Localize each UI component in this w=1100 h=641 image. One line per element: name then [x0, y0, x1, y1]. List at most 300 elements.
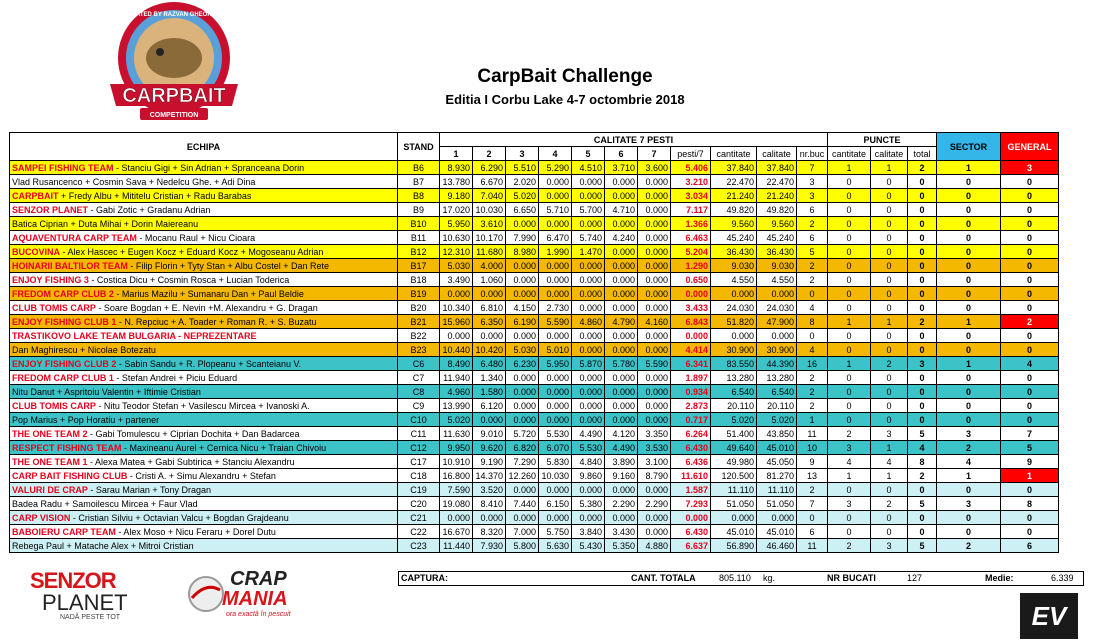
cantitate-cell: 49.820 [711, 203, 757, 217]
sector-cell: 0 [937, 385, 1001, 399]
cantitate-cell: 49.640 [711, 441, 757, 455]
points-total-cell: 0 [908, 273, 937, 287]
points-total-cell: 0 [908, 511, 937, 525]
team-members: - Stefan Andrei + Piciu Eduard [113, 372, 238, 383]
team-cell [10, 385, 398, 399]
calitate-cell: 11.110 [757, 483, 797, 497]
team-cell [10, 259, 398, 273]
fish-weight-cell: 5.290 [539, 161, 572, 175]
sector-cell: 1 [937, 357, 1001, 371]
fish-weight-cell: 7.440 [506, 497, 539, 511]
fish-weight-cell: 0.000 [638, 287, 671, 301]
nrbuc-cell: 11 [797, 427, 828, 441]
points-cantitate-cell: 2 [828, 539, 871, 553]
calitate-cell: 47.900 [757, 315, 797, 329]
cantitate-cell: 9.030 [711, 259, 757, 273]
stand-cell: C7 [398, 371, 440, 385]
points-cantitate-cell: 0 [828, 511, 871, 525]
calitate-cell: 9.030 [757, 259, 797, 273]
calitate-cell: 49.820 [757, 203, 797, 217]
pesti7-cell: 0.000 [671, 511, 711, 525]
points-total-cell: 3 [908, 357, 937, 371]
fish-weight-cell: 5.030 [506, 343, 539, 357]
fish-weight-cell: 3.100 [638, 455, 671, 469]
fish-weight-cell: 10.630 [440, 231, 473, 245]
cantitate-cell: 22.470 [711, 175, 757, 189]
team-name: SENZOR PLANET [12, 204, 89, 215]
points-calitate-cell: 0 [871, 217, 908, 231]
stand-cell: B23 [398, 343, 440, 357]
fish-weight-cell: 7.930 [473, 539, 506, 553]
general-cell: 0 [1001, 175, 1059, 189]
fish-weight-cell: 4.710 [605, 203, 638, 217]
fish-weight-cell: 15.960 [440, 315, 473, 329]
team-members: - Sabin Sandu + R. Plopeanu + Scanteianu V. [116, 358, 302, 369]
fish-weight-cell: 0.000 [572, 483, 605, 497]
table-row [10, 189, 1059, 203]
fish-weight-cell: 3.530 [638, 441, 671, 455]
stand-cell: B6 [398, 161, 440, 175]
fish-weight-cell: 0.000 [539, 413, 572, 427]
general-cell: 0 [1001, 483, 1059, 497]
general-cell: 0 [1001, 413, 1059, 427]
nrbuc-cell: 6 [797, 231, 828, 245]
points-total-cell: 5 [908, 539, 937, 553]
fish-weight-cell: 7.590 [440, 483, 473, 497]
points-cantitate-cell: 0 [828, 371, 871, 385]
points-cantitate-cell: 3 [828, 497, 871, 511]
fish-weight-cell: 0.000 [572, 259, 605, 273]
pesti7-cell: 11.610 [671, 469, 711, 483]
sector-cell: 0 [937, 231, 1001, 245]
cantitate-cell: 56.890 [711, 539, 757, 553]
sector-cell: 0 [937, 273, 1001, 287]
fish-weight-cell: 9.180 [440, 189, 473, 203]
team-cell [10, 189, 398, 203]
fish-weight-cell: 10.170 [473, 231, 506, 245]
points-total-cell: 0 [908, 385, 937, 399]
team-members: - Mocanu Raul + Nicu Cioara [136, 232, 256, 243]
fish-weight-cell: 0.000 [638, 413, 671, 427]
senzor-planet-logo [30, 570, 160, 630]
cantitate-cell: 0.000 [711, 287, 757, 301]
fish-weight-cell: 10.030 [473, 203, 506, 217]
fish-weight-cell: 0.000 [506, 329, 539, 343]
fish-weight-cell: 5.380 [572, 497, 605, 511]
fish-weight-cell: 3.490 [440, 273, 473, 287]
fish-weight-cell: 13.780 [440, 175, 473, 189]
fish-weight-cell: 0.000 [539, 511, 572, 525]
table-row [10, 399, 1059, 413]
team-members: - N. Repciuc + A. Toader + Roman R. + S. Buzatu [116, 316, 317, 327]
fish-weight-cell: 8.790 [638, 469, 671, 483]
pesti7-cell: 1.897 [671, 371, 711, 385]
calitate-cell: 6.540 [757, 385, 797, 399]
points-total-cell: 0 [908, 371, 937, 385]
sector-cell: 1 [937, 469, 1001, 483]
points-cantitate-cell: 1 [828, 161, 871, 175]
points-calitate-cell: 2 [871, 357, 908, 371]
team-members: Dan Maghirescu + Nicolae Botezatu [12, 344, 156, 355]
points-total-cell: 0 [908, 231, 937, 245]
team-cell [10, 343, 398, 357]
fish-weight-cell: 0.000 [638, 259, 671, 273]
team-members: - Gabi Zotic + Gradanu Adrian [88, 204, 211, 215]
pesti7-cell: 1.366 [671, 217, 711, 231]
fish-weight-cell: 0.000 [572, 287, 605, 301]
team-name: ENJOY FISHING 3 [12, 274, 89, 285]
pesti7-cell: 5.406 [671, 161, 711, 175]
sector-cell: 0 [937, 287, 1001, 301]
footer-captura: CAPTURA: [401, 573, 448, 583]
general-cell: 0 [1001, 203, 1059, 217]
fish-weight-cell: 3.890 [605, 455, 638, 469]
header-echipa: ECHIPA [10, 133, 398, 161]
calitate-cell: 21.240 [757, 189, 797, 203]
team-name: TRASTIKOVO LAKE TEAM BULGARIA - NEPREZENTARE [12, 330, 257, 341]
fish-weight-cell: 8.930 [440, 161, 473, 175]
calitate-cell: 0.000 [757, 287, 797, 301]
table-row [10, 525, 1059, 539]
header-pesti7: pesti/7 [671, 147, 711, 161]
calitate-cell: 9.560 [757, 217, 797, 231]
points-total-cell: 0 [908, 483, 937, 497]
calitate-cell: 37.840 [757, 161, 797, 175]
fish-weight-cell: 0.000 [473, 329, 506, 343]
points-calitate-cell: 0 [871, 399, 908, 413]
team-members: - Filip Florin + Tyty Stan + Albu Costel + Dan Rete [127, 260, 330, 271]
table-row [10, 483, 1059, 497]
cantitate-cell: 51.050 [711, 497, 757, 511]
cantitate-cell: 21.240 [711, 189, 757, 203]
team-cell [10, 217, 398, 231]
fish-weight-cell: 4.490 [572, 427, 605, 441]
sector-cell: 2 [937, 539, 1001, 553]
table-row [10, 245, 1059, 259]
fish-weight-cell: 0.000 [539, 273, 572, 287]
team-name: ENJOY FISHING CLUB 2 [12, 358, 117, 369]
nrbuc-cell: 10 [797, 441, 828, 455]
team-cell [10, 413, 398, 427]
stand-cell: C11 [398, 427, 440, 441]
table-row [10, 217, 1059, 231]
points-total-cell: 2 [908, 469, 937, 483]
fish-weight-cell: 6.350 [473, 315, 506, 329]
general-cell: 7 [1001, 427, 1059, 441]
fish-weight-cell: 0.000 [572, 273, 605, 287]
cantitate-cell: 20.110 [711, 399, 757, 413]
team-cell [10, 357, 398, 371]
cantitate-cell: 24.030 [711, 301, 757, 315]
points-cantitate-cell: 0 [828, 245, 871, 259]
points-calitate-cell: 0 [871, 287, 908, 301]
header-fish-4: 4 [539, 147, 572, 161]
results-body [10, 161, 1059, 553]
stand-cell: C21 [398, 511, 440, 525]
table-row [10, 315, 1059, 329]
header-sector: SECTOR [937, 133, 1001, 161]
pesti7-cell: 4.414 [671, 343, 711, 357]
points-total-cell: 2 [908, 315, 937, 329]
general-cell: 4 [1001, 357, 1059, 371]
team-members: Vlad Rusancenco + Cosmin Sava + Nedelcu Ghe. + Adi Dina [12, 176, 256, 187]
table-row [10, 231, 1059, 245]
fish-weight-cell: 11.630 [440, 427, 473, 441]
cantitate-cell: 45.010 [711, 525, 757, 539]
fish-weight-cell: 0.000 [605, 189, 638, 203]
points-total-cell: 0 [908, 259, 937, 273]
points-calitate-cell: 0 [871, 483, 908, 497]
fish-weight-cell: 5.430 [572, 539, 605, 553]
fish-weight-cell: 0.000 [572, 343, 605, 357]
fish-weight-cell: 5.870 [572, 357, 605, 371]
fish-weight-cell: 5.750 [539, 525, 572, 539]
table-row [10, 441, 1059, 455]
cantitate-cell: 0.000 [711, 511, 757, 525]
points-calitate-cell: 0 [871, 259, 908, 273]
points-calitate-cell: 0 [871, 413, 908, 427]
table-row [10, 259, 1059, 273]
fish-weight-cell: 0.000 [572, 511, 605, 525]
points-calitate-cell: 0 [871, 301, 908, 315]
fish-weight-cell: 4.150 [506, 301, 539, 315]
pesti7-cell: 7.117 [671, 203, 711, 217]
nrbuc-cell: 4 [797, 301, 828, 315]
points-cantitate-cell: 0 [828, 525, 871, 539]
fish-weight-cell: 6.190 [506, 315, 539, 329]
team-members: - Sarau Marian + Tony Dragan [87, 484, 211, 495]
ev-logo-text: EV [1031, 601, 1067, 631]
general-cell: 6 [1001, 539, 1059, 553]
fish-weight-cell: 1.470 [572, 245, 605, 259]
fish-weight-cell: 0.000 [638, 245, 671, 259]
team-cell [10, 245, 398, 259]
fish-weight-cell: 5.510 [506, 161, 539, 175]
team-cell [10, 203, 398, 217]
table-row [10, 455, 1059, 469]
nrbuc-cell: 9 [797, 455, 828, 469]
pesti7-cell: 2.873 [671, 399, 711, 413]
fish-weight-cell: 5.740 [572, 231, 605, 245]
fish-weight-cell: 4.790 [605, 315, 638, 329]
fish-weight-cell: 5.590 [638, 357, 671, 371]
nrbuc-cell: 0 [797, 287, 828, 301]
fish-weight-cell: 0.000 [572, 399, 605, 413]
stand-cell: C12 [398, 441, 440, 455]
points-cantitate-cell: 2 [828, 427, 871, 441]
fish-weight-cell: 11.680 [473, 245, 506, 259]
points-calitate-cell: 0 [871, 525, 908, 539]
points-total-cell: 0 [908, 217, 937, 231]
table-row [10, 371, 1059, 385]
fish-weight-cell: 5.800 [506, 539, 539, 553]
fish-weight-cell: 0.000 [539, 287, 572, 301]
fish-weight-cell: 2.290 [638, 497, 671, 511]
pesti7-cell: 3.433 [671, 301, 711, 315]
pesti7-cell: 1.290 [671, 259, 711, 273]
points-calitate-cell: 1 [871, 469, 908, 483]
sector-cell: 0 [937, 525, 1001, 539]
fish-weight-cell: 0.000 [605, 301, 638, 315]
sector-cell: 3 [937, 497, 1001, 511]
senzor-word: SENZOR [30, 568, 116, 593]
team-members: - Maxineanu Aurel + Cernica Nicu + Traian Chivoiu [121, 442, 327, 453]
fish-weight-cell: 6.820 [506, 441, 539, 455]
fish-weight-cell: 6.810 [473, 301, 506, 315]
fish-weight-cell: 13.990 [440, 399, 473, 413]
results-table [9, 132, 1059, 553]
team-members: - Marius Mazilu + Sumanaru Dan + Paul Beldie [113, 288, 304, 299]
header-fish-2: 2 [473, 147, 506, 161]
fish-weight-cell: 6.470 [539, 231, 572, 245]
fish-weight-cell: 0.000 [572, 385, 605, 399]
crap-word: CRAP [230, 568, 287, 590]
pesti7-cell: 7.293 [671, 497, 711, 511]
fish-weight-cell: 9.950 [440, 441, 473, 455]
sector-cell: 0 [937, 175, 1001, 189]
fish-weight-cell: 0.000 [539, 189, 572, 203]
fish-weight-cell: 5.530 [572, 441, 605, 455]
team-members: - Alexa Matea + Gabi Subtirica + Stanciu Alexandru [87, 456, 295, 467]
team-cell [10, 455, 398, 469]
table-row [10, 203, 1059, 217]
fish-weight-cell: 8.980 [506, 245, 539, 259]
footer-medie-label: Medie: [985, 573, 1014, 583]
header-puncte: PUNCTE [828, 133, 937, 147]
team-cell [10, 287, 398, 301]
logo-competition-text: COMPETITION [149, 112, 199, 119]
fish-weight-cell: 0.000 [605, 217, 638, 231]
fish-weight-cell: 0.000 [638, 203, 671, 217]
header-fish-6: 6 [605, 147, 638, 161]
calitate-cell: 20.110 [757, 399, 797, 413]
fish-weight-cell: 16.800 [440, 469, 473, 483]
team-name: BUCOVINA [12, 246, 61, 257]
fish-weight-cell: 3.710 [605, 161, 638, 175]
table-row [10, 175, 1059, 189]
calitate-cell: 4.550 [757, 273, 797, 287]
points-cantitate-cell: 0 [828, 343, 871, 357]
cantitate-cell: 5.020 [711, 413, 757, 427]
fish-weight-cell: 4.960 [440, 385, 473, 399]
fish-weight-cell: 5.720 [506, 427, 539, 441]
points-cantitate-cell: 0 [828, 413, 871, 427]
nrbuc-cell: 7 [797, 161, 828, 175]
fish-weight-cell: 0.000 [605, 413, 638, 427]
fish-weight-cell: 3.520 [473, 483, 506, 497]
fish-weight-cell: 11.940 [440, 371, 473, 385]
fish-weight-cell: 0.000 [539, 399, 572, 413]
fish-weight-cell: 0.000 [539, 175, 572, 189]
cantitate-cell: 120.500 [711, 469, 757, 483]
team-cell [10, 511, 398, 525]
stand-cell: B9 [398, 203, 440, 217]
fish-weight-cell: 0.000 [506, 413, 539, 427]
fish-weight-cell: 0.000 [440, 511, 473, 525]
team-members: Pop Marius + Pop Horatiu + partener [12, 414, 160, 425]
points-total-cell: 0 [908, 175, 937, 189]
sector-cell: 0 [937, 483, 1001, 497]
header-fish-3: 3 [506, 147, 539, 161]
points-calitate-cell: 0 [871, 189, 908, 203]
ev-logo [1020, 593, 1078, 639]
header-p-calitate: calitate [871, 147, 908, 161]
general-cell: 9 [1001, 455, 1059, 469]
fish-weight-cell: 9.190 [473, 455, 506, 469]
cantitate-cell: 51.820 [711, 315, 757, 329]
fish-weight-cell: 0.000 [572, 175, 605, 189]
sector-cell: 0 [937, 301, 1001, 315]
fish-weight-cell: 0.000 [539, 329, 572, 343]
fish-weight-cell: 6.670 [473, 175, 506, 189]
fish-weight-cell: 0.000 [638, 343, 671, 357]
fish-weight-cell: 0.000 [605, 259, 638, 273]
fish-weight-cell: 5.530 [539, 427, 572, 441]
fish-weight-cell: 10.910 [440, 455, 473, 469]
points-calitate-cell: 1 [871, 441, 908, 455]
team-members: - Cristian Silviu + Octavian Valcu + Bogdan Grajdeanu [70, 512, 289, 523]
crapmania-tagline: ora exactă în pescuit [226, 611, 291, 618]
points-total-cell: 0 [908, 329, 937, 343]
stand-cell: B21 [398, 315, 440, 329]
points-total-cell: 4 [908, 441, 937, 455]
calitate-cell: 0.000 [757, 511, 797, 525]
pesti7-cell: 6.264 [671, 427, 711, 441]
fish-weight-cell: 4.880 [638, 539, 671, 553]
stand-cell: C8 [398, 385, 440, 399]
team-cell [10, 497, 398, 511]
calitate-cell: 81.270 [757, 469, 797, 483]
team-members: Rebega Paul + Matache Alex + Mitroi Cristian [12, 540, 194, 551]
points-cantitate-cell: 1 [828, 469, 871, 483]
nrbuc-cell: 6 [797, 203, 828, 217]
nrbuc-cell: 11 [797, 539, 828, 553]
calitate-cell: 5.020 [757, 413, 797, 427]
fish-weight-cell: 0.000 [539, 483, 572, 497]
points-total-cell: 0 [908, 203, 937, 217]
points-cantitate-cell: 0 [828, 329, 871, 343]
stand-cell: B17 [398, 259, 440, 273]
general-cell: 3 [1001, 161, 1059, 175]
general-cell: 0 [1001, 301, 1059, 315]
pesti7-cell: 6.430 [671, 525, 711, 539]
mania-word: MANIA [222, 588, 288, 610]
fish-weight-cell: 11.440 [440, 539, 473, 553]
fish-weight-cell: 2.730 [539, 301, 572, 315]
fish-weight-cell: 12.260 [506, 469, 539, 483]
sector-cell: 4 [937, 455, 1001, 469]
cantitate-cell: 37.840 [711, 161, 757, 175]
fish-weight-cell: 2.290 [605, 497, 638, 511]
nrbuc-cell: 2 [797, 483, 828, 497]
fish-weight-cell: 6.070 [539, 441, 572, 455]
points-calitate-cell: 3 [871, 539, 908, 553]
fish-weight-cell: 9.620 [473, 441, 506, 455]
fish-weight-cell: 1.580 [473, 385, 506, 399]
table-row [10, 539, 1059, 553]
team-members: Batica Ciprian + Duta Mihai + Dorin Maiereanu [12, 218, 199, 229]
page-title: CarpBait Challenge [477, 66, 653, 87]
fish-weight-cell: 5.010 [539, 343, 572, 357]
fish-weight-cell: 0.000 [539, 385, 572, 399]
fish-weight-cell: 5.020 [506, 189, 539, 203]
pesti7-cell: 3.034 [671, 189, 711, 203]
sector-cell: 0 [937, 245, 1001, 259]
fish-weight-cell: 0.000 [506, 483, 539, 497]
fish-weight-cell: 9.010 [473, 427, 506, 441]
crapmania-ball-icon [186, 574, 226, 614]
fish-weight-cell: 5.030 [440, 259, 473, 273]
